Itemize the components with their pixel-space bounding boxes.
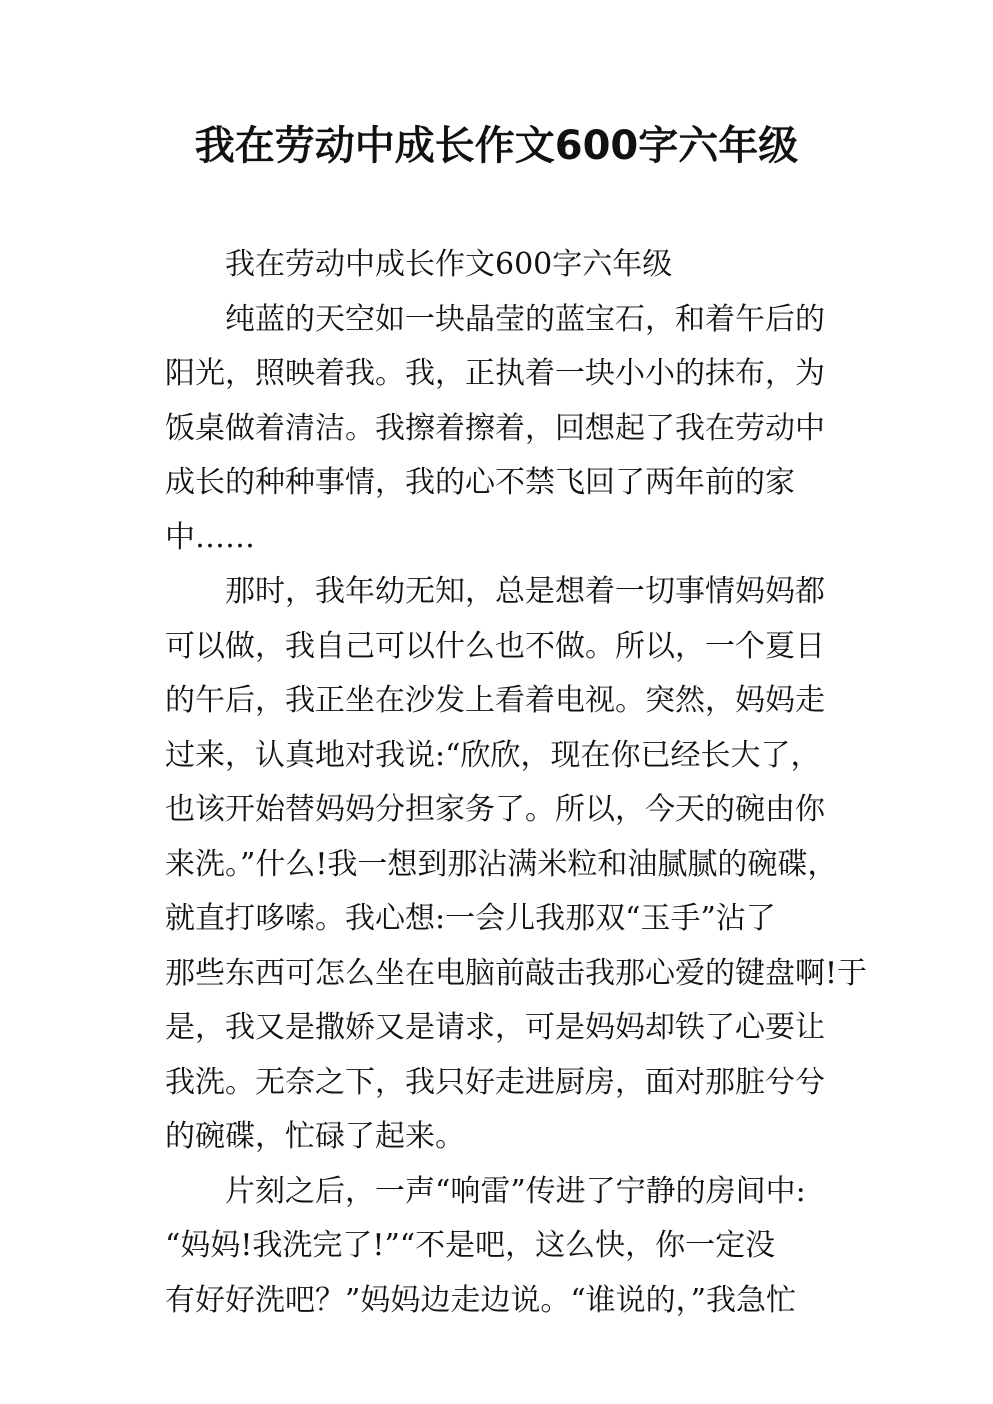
subtitle-line: 我在劳动中成长作文600字六年级 bbox=[225, 247, 673, 282]
paragraph-2-line-5: 也该开始替妈妈分担家务了。所以，今天的碗由你 bbox=[165, 792, 825, 827]
paragraph-3-line-3: 有好好洗吧？”妈妈边走边说。“谁说的，”我急忙 bbox=[165, 1282, 797, 1318]
paragraph-3-line-2: “妈妈!我洗完了!”“不是吧，这么快，你一定没 bbox=[165, 1228, 776, 1263]
paragraph-1-line-3: 饭桌做着清洁。我擦着擦着，回想起了我在劳动中 bbox=[165, 410, 825, 446]
paragraph-1-line-2: 阳光，照映着我。我，正执着一块小小的抹布，为 bbox=[165, 356, 825, 391]
paragraph-2-line-1: 那时，我年幼无知，总是想着一切事情妈妈都 bbox=[225, 574, 825, 609]
paragraph-2-line-3: 的午后，我正坐在沙发上看着电视。突然，妈妈走 bbox=[165, 683, 825, 718]
paragraph-2-line-2: 可以做，我自己可以什么也不做。所以，一个夏日 bbox=[165, 628, 825, 664]
paragraph-2-line-4: 过来，认真地对我说:“欣欣，现在你已经长大了， bbox=[165, 737, 821, 773]
paragraph-1-line-1: 纯蓝的天空如一块晶莹的蓝宝石，和着午后的 bbox=[225, 301, 825, 337]
paragraph-2-line-7: 就直打哆嗦。我心想:一会儿我那双“玉手”沾了 bbox=[165, 901, 776, 936]
document-body bbox=[165, 238, 868, 1328]
paragraph-2-line-9: 是，我又是撒娇又是请求，可是妈妈却铁了心要让 bbox=[165, 1010, 825, 1045]
paragraph-1-line-5: 中…… bbox=[165, 519, 255, 555]
paragraph-3-line-1: 片刻之后，一声“响雷”传进了宁静的房间中: bbox=[225, 1173, 806, 1209]
document-title: 我在劳动中成长作文600字六年级 bbox=[194, 123, 799, 169]
paragraph-2-line-8: 那些东西可怎么坐在电脑前敲击我那心爱的键盘啊!于 bbox=[165, 955, 868, 991]
paragraph-1-line-4: 成长的种种事情，我的心不禁飞回了两年前的家 bbox=[165, 465, 795, 500]
paragraph-2-line-11: 的碗碟，忙碌了起来。 bbox=[165, 1119, 465, 1154]
paragraph-2-line-6: 来洗。”什么!我一想到那沾满米粒和油腻腻的碗碟， bbox=[165, 846, 838, 882]
paragraph-2-line-10: 我洗。无奈之下，我只好走进厨房，面对那脏兮兮 bbox=[165, 1064, 825, 1100]
